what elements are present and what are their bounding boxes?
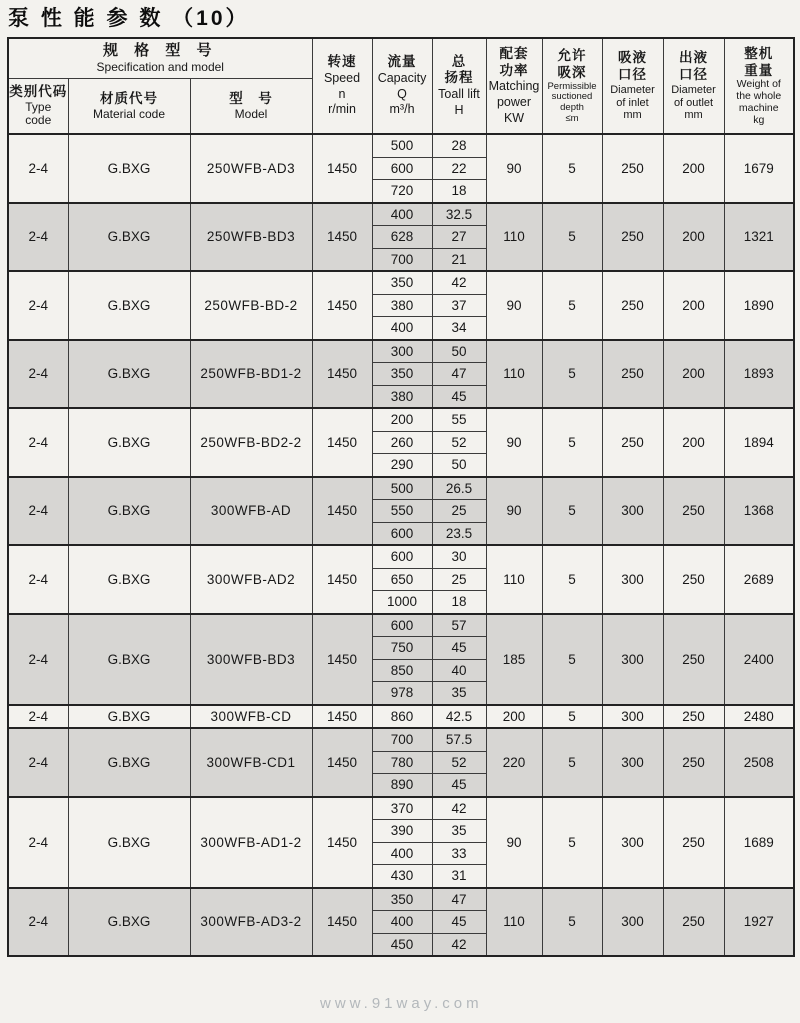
cell-inlet-diameter: 300 <box>602 888 663 957</box>
header-label-cn: 材质代号 <box>100 90 158 106</box>
cell-total-lift: 42.5 <box>432 705 486 729</box>
cell-suction-depth: 5 <box>542 271 602 340</box>
cell-type-code: 2-4 <box>8 888 68 957</box>
header-label-en: m³/h <box>389 102 415 117</box>
cell-outlet-diameter: 250 <box>663 797 724 888</box>
header-label-en: ≤m <box>565 112 579 124</box>
cell-weight: 1368 <box>724 477 794 546</box>
table-row <box>8 408 794 431</box>
cell-capacity: 390 <box>372 820 432 843</box>
cell-inlet-diameter: 250 <box>602 134 663 203</box>
cell-weight: 2689 <box>724 545 794 614</box>
header-label-cn: 型 号 <box>229 90 273 106</box>
cell-material-code: G.BXG <box>68 888 190 957</box>
header-row-1 <box>8 38 794 78</box>
header-label-en: r/min <box>328 102 356 117</box>
cell-capacity: 400 <box>372 842 432 865</box>
cell-capacity: 200 <box>372 408 432 431</box>
cell-weight: 1689 <box>724 797 794 888</box>
cell-material-code: G.BXG <box>68 705 190 729</box>
watermark: www.91way.com <box>320 995 483 1012</box>
header-label-en: machine <box>738 101 779 114</box>
cell-capacity: 600 <box>372 522 432 545</box>
header-label-en: power <box>496 95 532 110</box>
cell-model: 300WFB-BD3 <box>190 614 312 705</box>
cell-model: 300WFB-CD1 <box>190 728 312 797</box>
header-label-cn: 出液 <box>679 50 709 66</box>
header-label-cn: 吸液 <box>618 50 648 66</box>
header-label-cn: 口径 <box>679 67 709 83</box>
cell-suction-depth: 5 <box>542 340 602 409</box>
cell-total-lift: 55 <box>432 408 486 431</box>
cell-model: 300WFB-AD <box>190 477 312 546</box>
cell-model: 250WFB-BD2-2 <box>190 408 312 477</box>
cell-suction-depth: 5 <box>542 477 602 546</box>
table-row <box>8 545 794 568</box>
cell-matching-power: 220 <box>486 728 542 797</box>
cell-type-code: 2-4 <box>8 614 68 705</box>
pump-specification-table <box>7 37 795 957</box>
cell-total-lift: 35 <box>432 682 486 705</box>
cell-capacity: 450 <box>372 933 432 956</box>
cell-speed: 1450 <box>312 408 372 477</box>
cell-speed: 1450 <box>312 477 372 546</box>
cell-suction-depth: 5 <box>542 705 602 729</box>
cell-capacity: 978 <box>372 682 432 705</box>
header-label-en: code <box>25 113 52 128</box>
cell-matching-power: 90 <box>486 477 542 546</box>
table-body <box>8 134 794 956</box>
header-label-en: Capacity <box>377 71 427 85</box>
cell-total-lift: 18 <box>432 180 486 203</box>
cell-type-code: 2-4 <box>8 728 68 797</box>
cell-weight: 1321 <box>724 203 794 272</box>
header-label-en: Diameter <box>610 83 655 96</box>
cell-inlet-diameter: 300 <box>602 728 663 797</box>
cell-weight: 2400 <box>724 614 794 705</box>
cell-total-lift: 35 <box>432 820 486 843</box>
header-label-en: H <box>454 102 464 117</box>
cell-outlet-diameter: 200 <box>663 340 724 409</box>
cell-capacity: 750 <box>372 637 432 660</box>
header-label-en: of outlet <box>673 96 714 109</box>
cell-outlet-diameter: 250 <box>663 545 724 614</box>
header-label-en: Toall lift <box>438 87 480 102</box>
cell-suction-depth: 5 <box>542 614 602 705</box>
header-type <box>8 78 68 134</box>
header-label-en: Weight of <box>736 78 781 91</box>
cell-total-lift: 18 <box>432 591 486 614</box>
cell-matching-power: 90 <box>486 134 542 203</box>
cell-matching-power: 110 <box>486 888 542 957</box>
cell-type-code: 2-4 <box>8 203 68 272</box>
header-lift <box>432 38 486 134</box>
header-label-en: Type <box>25 100 52 115</box>
cell-matching-power: 200 <box>486 705 542 729</box>
header-label-cn: 重量 <box>744 62 774 78</box>
cell-material-code: G.BXG <box>68 340 190 409</box>
cell-total-lift: 45 <box>432 911 486 934</box>
cell-capacity: 400 <box>372 317 432 340</box>
cell-material-code: G.BXG <box>68 477 190 546</box>
cell-matching-power: 110 <box>486 340 542 409</box>
cell-inlet-diameter: 300 <box>602 797 663 888</box>
header-model <box>190 78 312 134</box>
header-suction <box>542 38 602 134</box>
cell-total-lift: 23.5 <box>432 522 486 545</box>
cell-capacity: 628 <box>372 226 432 249</box>
cell-type-code: 2-4 <box>8 134 68 203</box>
header-weight <box>724 38 794 134</box>
cell-capacity: 600 <box>372 614 432 637</box>
cell-matching-power: 90 <box>486 408 542 477</box>
header-label-en: Q <box>397 86 407 101</box>
cell-capacity: 600 <box>372 545 432 568</box>
cell-total-lift: 45 <box>432 637 486 660</box>
cell-suction-depth: 5 <box>542 797 602 888</box>
cell-capacity: 600 <box>372 157 432 180</box>
cell-material-code: G.BXG <box>68 203 190 272</box>
cell-material-code: G.BXG <box>68 728 190 797</box>
cell-weight: 2508 <box>724 728 794 797</box>
cell-weight: 1893 <box>724 340 794 409</box>
cell-speed: 1450 <box>312 728 372 797</box>
header-label-en: Material code <box>92 106 166 121</box>
cell-total-lift: 52 <box>432 431 486 454</box>
cell-speed: 1450 <box>312 134 372 203</box>
cell-matching-power: 90 <box>486 797 542 888</box>
cell-speed: 1450 <box>312 888 372 957</box>
cell-suction-depth: 5 <box>542 888 602 957</box>
cell-total-lift: 26.5 <box>432 477 486 500</box>
header-speed <box>312 38 372 134</box>
cell-material-code: G.BXG <box>68 545 190 614</box>
cell-weight: 1927 <box>724 888 794 957</box>
cell-weight: 2480 <box>724 705 794 729</box>
header-label-cn: 功率 <box>499 62 529 78</box>
cell-outlet-diameter: 250 <box>663 728 724 797</box>
header-label-en: mm <box>684 109 703 122</box>
cell-total-lift: 25 <box>432 500 486 523</box>
cell-material-code: G.BXG <box>68 271 190 340</box>
table-row <box>8 705 794 729</box>
cell-capacity: 700 <box>372 248 432 271</box>
cell-total-lift: 47 <box>432 888 486 911</box>
cell-speed: 1450 <box>312 340 372 409</box>
cell-weight: 1890 <box>724 271 794 340</box>
cell-type-code: 2-4 <box>8 545 68 614</box>
cell-total-lift: 21 <box>432 248 486 271</box>
cell-total-lift: 34 <box>432 317 486 340</box>
cell-capacity: 1000 <box>372 591 432 614</box>
cell-suction-depth: 5 <box>542 408 602 477</box>
cell-capacity: 380 <box>372 294 432 317</box>
cell-weight: 1894 <box>724 408 794 477</box>
header-inlet <box>602 38 663 134</box>
cell-outlet-diameter: 250 <box>663 888 724 957</box>
cell-capacity: 300 <box>372 340 432 363</box>
cell-capacity: 400 <box>372 911 432 934</box>
cell-inlet-diameter: 250 <box>602 271 663 340</box>
cell-type-code: 2-4 <box>8 477 68 546</box>
cell-outlet-diameter: 250 <box>663 705 724 729</box>
cell-total-lift: 50 <box>432 454 486 477</box>
cell-model: 300WFB-AD2 <box>190 545 312 614</box>
table-row <box>8 477 794 500</box>
header-label-cn: 流量 <box>387 54 417 70</box>
header-label-en: Speed <box>323 71 361 85</box>
header-label-en: KW <box>503 110 525 125</box>
cell-capacity: 700 <box>372 728 432 751</box>
cell-capacity: 850 <box>372 659 432 682</box>
cell-model: 250WFB-AD3 <box>190 134 312 203</box>
cell-outlet-diameter: 250 <box>663 614 724 705</box>
cell-inlet-diameter: 250 <box>602 203 663 272</box>
cell-total-lift: 50 <box>432 340 486 363</box>
table-row <box>8 271 794 294</box>
header-label-cn: 规 格 型 号 <box>103 42 218 60</box>
cell-total-lift: 42 <box>432 797 486 820</box>
cell-model: 300WFB-AD3-2 <box>190 888 312 957</box>
cell-suction-depth: 5 <box>542 134 602 203</box>
cell-inlet-diameter: 300 <box>602 545 663 614</box>
header-label-cn: 配套 <box>499 45 529 61</box>
cell-total-lift: 37 <box>432 294 486 317</box>
cell-inlet-diameter: 250 <box>602 408 663 477</box>
table-row <box>8 728 794 751</box>
header-label-en: Diameter <box>671 83 716 96</box>
cell-outlet-diameter: 250 <box>663 477 724 546</box>
cell-type-code: 2-4 <box>8 797 68 888</box>
cell-model: 300WFB-AD1-2 <box>190 797 312 888</box>
cell-matching-power: 110 <box>486 203 542 272</box>
cell-total-lift: 47 <box>432 363 486 386</box>
cell-capacity: 860 <box>372 705 432 729</box>
header-label-cn: 转速 <box>327 54 357 70</box>
table-header <box>8 38 794 134</box>
cell-capacity: 350 <box>372 888 432 911</box>
cell-material-code: G.BXG <box>68 408 190 477</box>
cell-inlet-diameter: 250 <box>602 340 663 409</box>
cell-suction-depth: 5 <box>542 728 602 797</box>
cell-matching-power: 110 <box>486 545 542 614</box>
cell-total-lift: 25 <box>432 568 486 591</box>
cell-total-lift: 33 <box>432 842 486 865</box>
cell-inlet-diameter: 300 <box>602 705 663 729</box>
cell-matching-power: 90 <box>486 271 542 340</box>
cell-total-lift: 52 <box>432 751 486 774</box>
cell-total-lift: 30 <box>432 545 486 568</box>
header-label-en: of inlet <box>616 96 649 109</box>
cell-capacity: 380 <box>372 385 432 408</box>
cell-capacity: 500 <box>372 134 432 157</box>
cell-capacity: 400 <box>372 203 432 226</box>
cell-total-lift: 42 <box>432 271 486 294</box>
cell-outlet-diameter: 200 <box>663 408 724 477</box>
cell-outlet-diameter: 200 <box>663 134 724 203</box>
cell-total-lift: 42 <box>432 933 486 956</box>
cell-capacity: 430 <box>372 865 432 888</box>
cell-inlet-diameter: 300 <box>602 614 663 705</box>
cell-capacity: 500 <box>372 477 432 500</box>
header-label-cn: 口径 <box>618 67 648 83</box>
cell-type-code: 2-4 <box>8 705 68 729</box>
cell-type-code: 2-4 <box>8 340 68 409</box>
header-label-cn: 类别代码 <box>9 84 68 100</box>
header-label-en: n <box>338 86 346 101</box>
cell-outlet-diameter: 200 <box>663 203 724 272</box>
cell-outlet-diameter: 200 <box>663 271 724 340</box>
header-label-cn: 总 <box>451 53 467 69</box>
cell-material-code: G.BXG <box>68 614 190 705</box>
cell-total-lift: 57.5 <box>432 728 486 751</box>
cell-material-code: G.BXG <box>68 797 190 888</box>
cell-suction-depth: 5 <box>542 203 602 272</box>
cell-capacity: 550 <box>372 500 432 523</box>
cell-inlet-diameter: 300 <box>602 477 663 546</box>
cell-speed: 1450 <box>312 797 372 888</box>
header-outlet <box>663 38 724 134</box>
cell-model: 250WFB-BD-2 <box>190 271 312 340</box>
header-label-cn: 扬程 <box>444 70 474 86</box>
header-label-en: suctioned <box>551 91 593 103</box>
cell-suction-depth: 5 <box>542 545 602 614</box>
cell-total-lift: 57 <box>432 614 486 637</box>
cell-material-code: G.BXG <box>68 134 190 203</box>
cell-total-lift: 28 <box>432 134 486 157</box>
header-power <box>486 38 542 134</box>
header-label-cn: 整机 <box>744 45 774 61</box>
cell-speed: 1450 <box>312 545 372 614</box>
table-row <box>8 134 794 157</box>
cell-type-code: 2-4 <box>8 408 68 477</box>
header-label-cn: 允许 <box>557 47 587 63</box>
header-material <box>68 78 190 134</box>
cell-type-code: 2-4 <box>8 271 68 340</box>
cell-capacity: 260 <box>372 431 432 454</box>
header-label-en: Permissible <box>547 80 597 92</box>
cell-capacity: 350 <box>372 271 432 294</box>
header-label-en: mm <box>623 109 642 122</box>
cell-capacity: 370 <box>372 797 432 820</box>
header-label-en: Matching <box>488 79 540 94</box>
cell-capacity: 890 <box>372 774 432 797</box>
cell-speed: 1450 <box>312 203 372 272</box>
cell-speed: 1450 <box>312 271 372 340</box>
cell-speed: 1450 <box>312 614 372 705</box>
header-spec-group <box>8 38 312 78</box>
cell-weight: 1679 <box>724 134 794 203</box>
cell-total-lift: 32.5 <box>432 203 486 226</box>
table-row <box>8 614 794 637</box>
header-label-en: depth <box>560 101 584 113</box>
cell-model: 300WFB-CD <box>190 705 312 729</box>
table-row <box>8 797 794 820</box>
cell-capacity: 780 <box>372 751 432 774</box>
cell-speed: 1450 <box>312 705 372 729</box>
cell-model: 250WFB-BD3 <box>190 203 312 272</box>
cell-matching-power: 185 <box>486 614 542 705</box>
cell-capacity: 650 <box>372 568 432 591</box>
cell-total-lift: 40 <box>432 659 486 682</box>
cell-model: 250WFB-BD1-2 <box>190 340 312 409</box>
cell-total-lift: 45 <box>432 385 486 408</box>
header-label-en: kg <box>753 113 765 126</box>
header-label-en: the whole <box>736 90 782 103</box>
cell-total-lift: 45 <box>432 774 486 797</box>
header-label-en: Model <box>234 106 268 121</box>
cell-capacity: 720 <box>372 180 432 203</box>
table-row <box>8 203 794 226</box>
header-label-en: Specification and model <box>96 60 224 75</box>
table-row <box>8 340 794 363</box>
header-capacity <box>372 38 432 134</box>
cell-capacity: 350 <box>372 363 432 386</box>
page-title: 泵 性 能 参 数 （10） <box>8 7 250 30</box>
table-row <box>8 888 794 911</box>
header-label-cn: 吸深 <box>557 64 587 80</box>
cell-total-lift: 31 <box>432 865 486 888</box>
cell-total-lift: 27 <box>432 226 486 249</box>
cell-total-lift: 22 <box>432 157 486 180</box>
cell-capacity: 290 <box>372 454 432 477</box>
